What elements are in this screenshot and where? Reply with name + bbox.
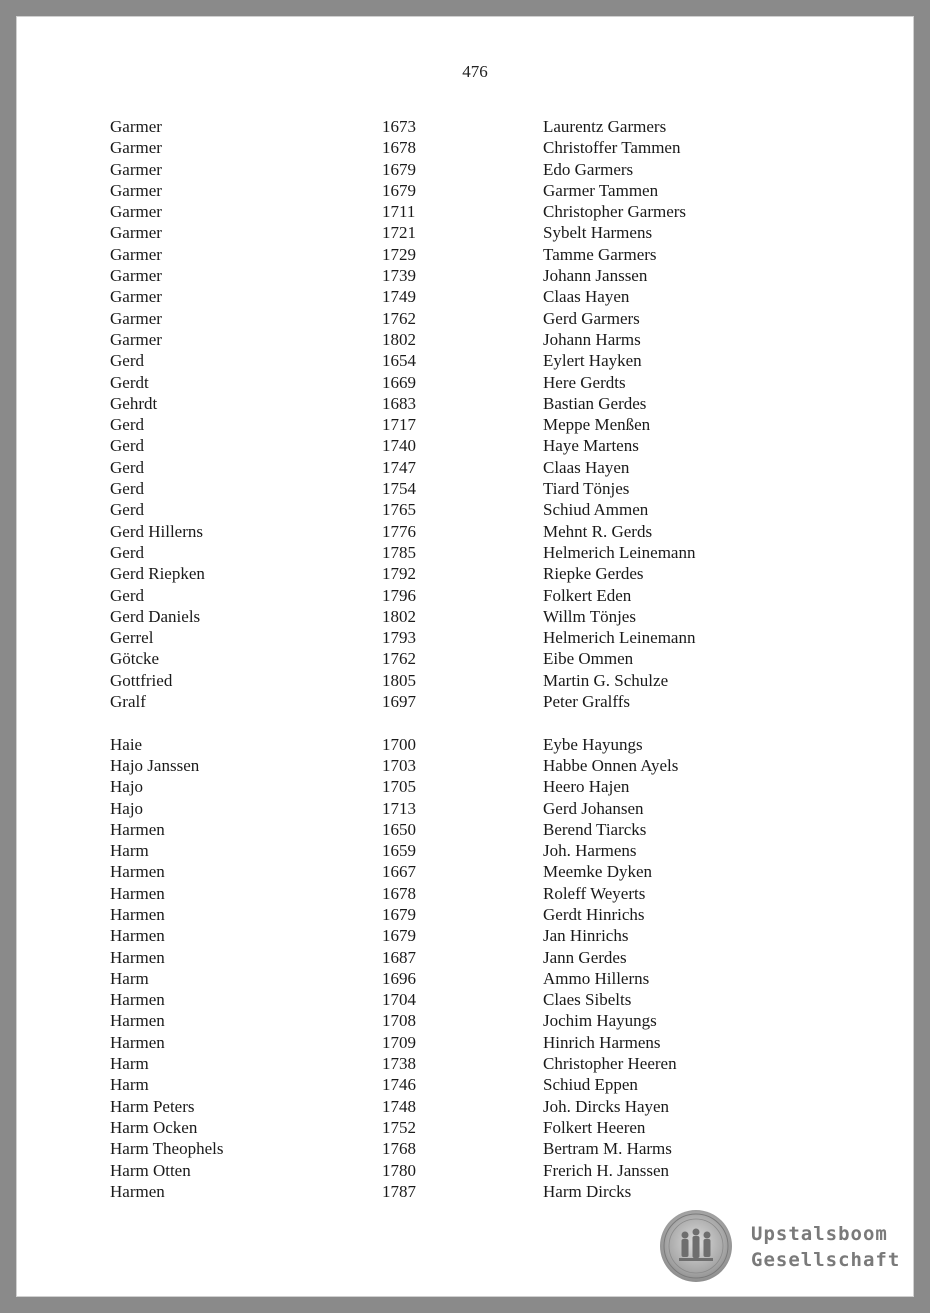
year: 1765 (382, 500, 416, 520)
given-name: Gerd (110, 585, 144, 605)
entry-row (16, 393, 914, 414)
given-name: Gerd Hillerns (110, 521, 204, 541)
entry-row (16, 1138, 914, 1159)
person-name: Habbe Onnen Ayels (543, 755, 679, 775)
entry-row (16, 776, 914, 797)
given-name: Götcke (110, 649, 160, 669)
given-name: Garmer (110, 159, 162, 179)
entry-row (16, 947, 914, 968)
given-name: Gerd (110, 436, 144, 456)
given-name: Gehrdt (110, 393, 158, 413)
person-name: Gerd Garmers (543, 308, 640, 328)
person-name: Roleff Weyerts (543, 883, 646, 903)
person-name: Schiud Eppen (543, 1075, 638, 1095)
person-name: Meppe Menßen (543, 415, 651, 435)
given-name: Harmen (110, 883, 165, 903)
year: 1697 (382, 692, 416, 712)
year: 1678 (382, 138, 416, 158)
person-name: Bertram M. Harms (543, 1139, 672, 1159)
entry-list (16, 116, 914, 1202)
year: 1679 (382, 159, 416, 179)
person-name: Hinrich Harmens (543, 1032, 661, 1052)
person-name: Eybe Hayungs (543, 734, 643, 754)
year: 1780 (382, 1160, 416, 1180)
person-name: Tiard Tönjes (543, 479, 630, 499)
entry-row (16, 734, 914, 755)
person-name: Martin G. Schulze (543, 670, 669, 690)
given-name: Gerrel (110, 628, 154, 648)
entry-row (16, 1032, 914, 1053)
person-name: Christoffer Tammen (543, 138, 681, 158)
entry-row (16, 222, 914, 243)
year: 1711 (382, 202, 416, 222)
year: 1739 (382, 266, 416, 286)
person-name: Heero Hajen (543, 777, 630, 797)
year: 1717 (382, 415, 416, 435)
entry-row (16, 137, 914, 158)
given-name: Gerd Riepken (110, 564, 205, 584)
given-name: Garmer (110, 202, 162, 222)
entry-row (16, 606, 914, 627)
seal-emblem-icon (659, 1209, 733, 1283)
person-name: Eibe Ommen (543, 649, 634, 669)
person-name: Meemke Dyken (543, 862, 653, 882)
entry-row (16, 819, 914, 840)
entry-row (16, 308, 914, 329)
given-name: Garmer (110, 138, 162, 158)
page-number: 476 (462, 62, 488, 81)
person-name: Jann Gerdes (543, 947, 627, 967)
entry-row (16, 968, 914, 989)
entry-row (16, 372, 914, 393)
entry-row (16, 627, 914, 648)
year: 1776 (382, 521, 416, 541)
year: 1793 (382, 628, 416, 648)
entry-row (16, 585, 914, 606)
person-name: Harm Dircks (543, 1181, 632, 1201)
entry-row (16, 861, 914, 882)
person-name: Claes Sibelts (543, 990, 632, 1010)
entry-row (16, 265, 914, 286)
entry-row (16, 925, 914, 946)
year: 1679 (382, 904, 416, 924)
given-name: Garmer (110, 117, 162, 136)
entry-row (16, 989, 914, 1010)
given-name: Harm (110, 841, 149, 861)
person-name: Christopher Heeren (543, 1054, 677, 1074)
person-name: Johann Harms (543, 329, 641, 349)
person-name: Laurentz Garmers (543, 117, 667, 136)
year: 1703 (382, 755, 416, 775)
given-name: Haie (110, 734, 143, 754)
year: 1747 (382, 457, 416, 477)
given-name: Gerd (110, 500, 144, 520)
given-name: Harmen (110, 1011, 165, 1031)
given-name: Hajo (110, 777, 144, 797)
given-name: Garmer (110, 244, 162, 264)
given-name: Gerd Daniels (110, 606, 201, 626)
given-name: Harm (110, 1075, 149, 1095)
given-name: Harmen (110, 990, 165, 1010)
entry-row (16, 1074, 914, 1095)
entry-row (16, 883, 914, 904)
given-name: Gerd (110, 351, 144, 371)
year: 1752 (382, 1117, 416, 1137)
given-name: Hajo Janssen (110, 755, 200, 775)
person-name: Willm Tönjes (543, 606, 636, 626)
entry-row (16, 904, 914, 925)
given-name: Harmen (110, 926, 165, 946)
given-name: Gottfried (110, 670, 173, 690)
person-name: Joh. Harmens (543, 841, 637, 861)
given-name: Gerd (110, 479, 144, 499)
year: 1650 (382, 819, 416, 839)
year: 1679 (382, 926, 416, 946)
year: 1700 (382, 734, 416, 754)
person-name: Joh. Dircks Hayen (543, 1096, 670, 1116)
entry-row (16, 648, 914, 669)
given-name: Harm (110, 1054, 149, 1074)
person-name: Haye Martens (543, 436, 639, 456)
person-name: Frerich H. Janssen (543, 1160, 670, 1180)
given-name: Gerd (110, 415, 144, 435)
entry-row (16, 414, 914, 435)
year: 1738 (382, 1054, 416, 1074)
year: 1654 (382, 351, 416, 371)
person-name: Gerd Johansen (543, 798, 644, 818)
entry-row (16, 691, 914, 712)
person-name: Christopher Garmers (543, 202, 687, 222)
given-name: Gerdt (110, 372, 149, 392)
given-name: Garmer (110, 180, 162, 200)
year: 1762 (382, 308, 416, 328)
given-name: Gerd (110, 457, 144, 477)
year: 1713 (382, 798, 416, 818)
year: 1696 (382, 968, 416, 988)
person-name: Folkert Eden (543, 585, 632, 605)
entry-row (16, 798, 914, 819)
year: 1762 (382, 649, 416, 669)
person-name: Jan Hinrichs (543, 926, 629, 946)
entry-row (16, 1010, 914, 1031)
given-name: Hajo (110, 798, 144, 818)
given-name: Harmen (110, 904, 165, 924)
person-name: Garmer Tammen (543, 180, 659, 200)
row-spacer (16, 712, 914, 733)
society-logo (659, 1209, 907, 1287)
person-name: Schiud Ammen (543, 500, 649, 520)
given-name: Harm Theophels (110, 1139, 224, 1159)
person-name: Gerdt Hinrichs (543, 904, 645, 924)
year: 1679 (382, 180, 416, 200)
year: 1768 (382, 1139, 416, 1159)
person-name: Tamme Garmers (543, 244, 657, 264)
given-name: Garmer (110, 287, 162, 307)
logo-line-2: Gesellschaft (751, 1249, 901, 1271)
entry-row (16, 1053, 914, 1074)
entry-row (16, 286, 914, 307)
year: 1669 (382, 372, 416, 392)
year: 1748 (382, 1096, 416, 1116)
entry-row (16, 563, 914, 584)
person-name: Jochim Hayungs (543, 1011, 657, 1031)
given-name: Harmen (110, 1032, 165, 1052)
year: 1704 (382, 990, 416, 1010)
year: 1754 (382, 479, 416, 499)
year: 1673 (382, 117, 416, 136)
entry-row (16, 159, 914, 180)
entry-row (16, 329, 914, 350)
year: 1796 (382, 585, 416, 605)
person-name: Peter Gralffs (543, 692, 631, 712)
entry-row (16, 478, 914, 499)
entry-row (16, 180, 914, 201)
person-name: Claas Hayen (543, 287, 630, 307)
person-name: Helmerich Leinemann (543, 628, 696, 648)
year: 1687 (382, 947, 416, 967)
entry-row (16, 457, 914, 478)
year: 1729 (382, 244, 416, 264)
given-name: Harm Peters (110, 1096, 195, 1116)
year: 1705 (382, 777, 416, 797)
entry-row (16, 116, 914, 137)
entry-row (16, 1181, 914, 1202)
person-name: Sybelt Harmens (543, 223, 653, 243)
person-name: Here Gerdts (543, 372, 626, 392)
entry-row (16, 350, 914, 371)
year: 1740 (382, 436, 416, 456)
person-name: Folkert Heeren (543, 1117, 646, 1137)
year: 1708 (382, 1011, 416, 1031)
given-name: Gerd (110, 542, 144, 562)
entry-row (16, 1160, 914, 1181)
entry-row (16, 670, 914, 691)
entry-row (16, 499, 914, 520)
given-name: Garmer (110, 223, 162, 243)
entry-row (16, 201, 914, 222)
given-name: Garmer (110, 308, 162, 328)
entry-row (16, 1117, 914, 1138)
person-name: Bastian Gerdes (543, 393, 647, 413)
year: 1659 (382, 841, 416, 861)
entry-row (16, 840, 914, 861)
given-name: Harmen (110, 947, 165, 967)
year: 1787 (382, 1181, 416, 1201)
entry-row (16, 521, 914, 542)
year: 1805 (382, 670, 416, 690)
entry-row (16, 435, 914, 456)
given-name: Harm Otten (110, 1160, 191, 1180)
year: 1785 (382, 542, 416, 562)
entry-row (16, 1096, 914, 1117)
given-name: Garmer (110, 266, 162, 286)
entry-row (16, 244, 914, 265)
person-name: Berend Tiarcks (543, 819, 647, 839)
given-name: Harmen (110, 819, 165, 839)
given-name: Harm Ocken (110, 1117, 198, 1137)
year: 1683 (382, 393, 416, 413)
person-name: Edo Garmers (543, 159, 634, 179)
person-name: Ammo Hillerns (543, 968, 650, 988)
entry-row (16, 755, 914, 776)
year: 1678 (382, 883, 416, 903)
year: 1792 (382, 564, 416, 584)
year: 1721 (382, 223, 416, 243)
year: 1709 (382, 1032, 416, 1052)
person-name: Johann Janssen (543, 266, 648, 286)
person-name: Helmerich Leinemann (543, 542, 696, 562)
given-name: Harmen (110, 1181, 165, 1201)
given-name: Gralf (110, 692, 146, 712)
person-name: Mehnt R. Gerds (543, 521, 653, 541)
document-page (16, 16, 914, 1297)
year: 1802 (382, 329, 416, 349)
year: 1667 (382, 862, 416, 882)
given-name: Harm (110, 968, 149, 988)
year: 1746 (382, 1075, 416, 1095)
person-name: Riepke Gerdes (543, 564, 644, 584)
given-name: Harmen (110, 862, 165, 882)
logo-line-1: Upstalsboom (751, 1223, 888, 1245)
given-name: Garmer (110, 329, 162, 349)
entry-row (16, 542, 914, 563)
person-name: Claas Hayen (543, 457, 630, 477)
year: 1749 (382, 287, 416, 307)
person-name: Eylert Hayken (543, 351, 642, 371)
year: 1802 (382, 606, 416, 626)
